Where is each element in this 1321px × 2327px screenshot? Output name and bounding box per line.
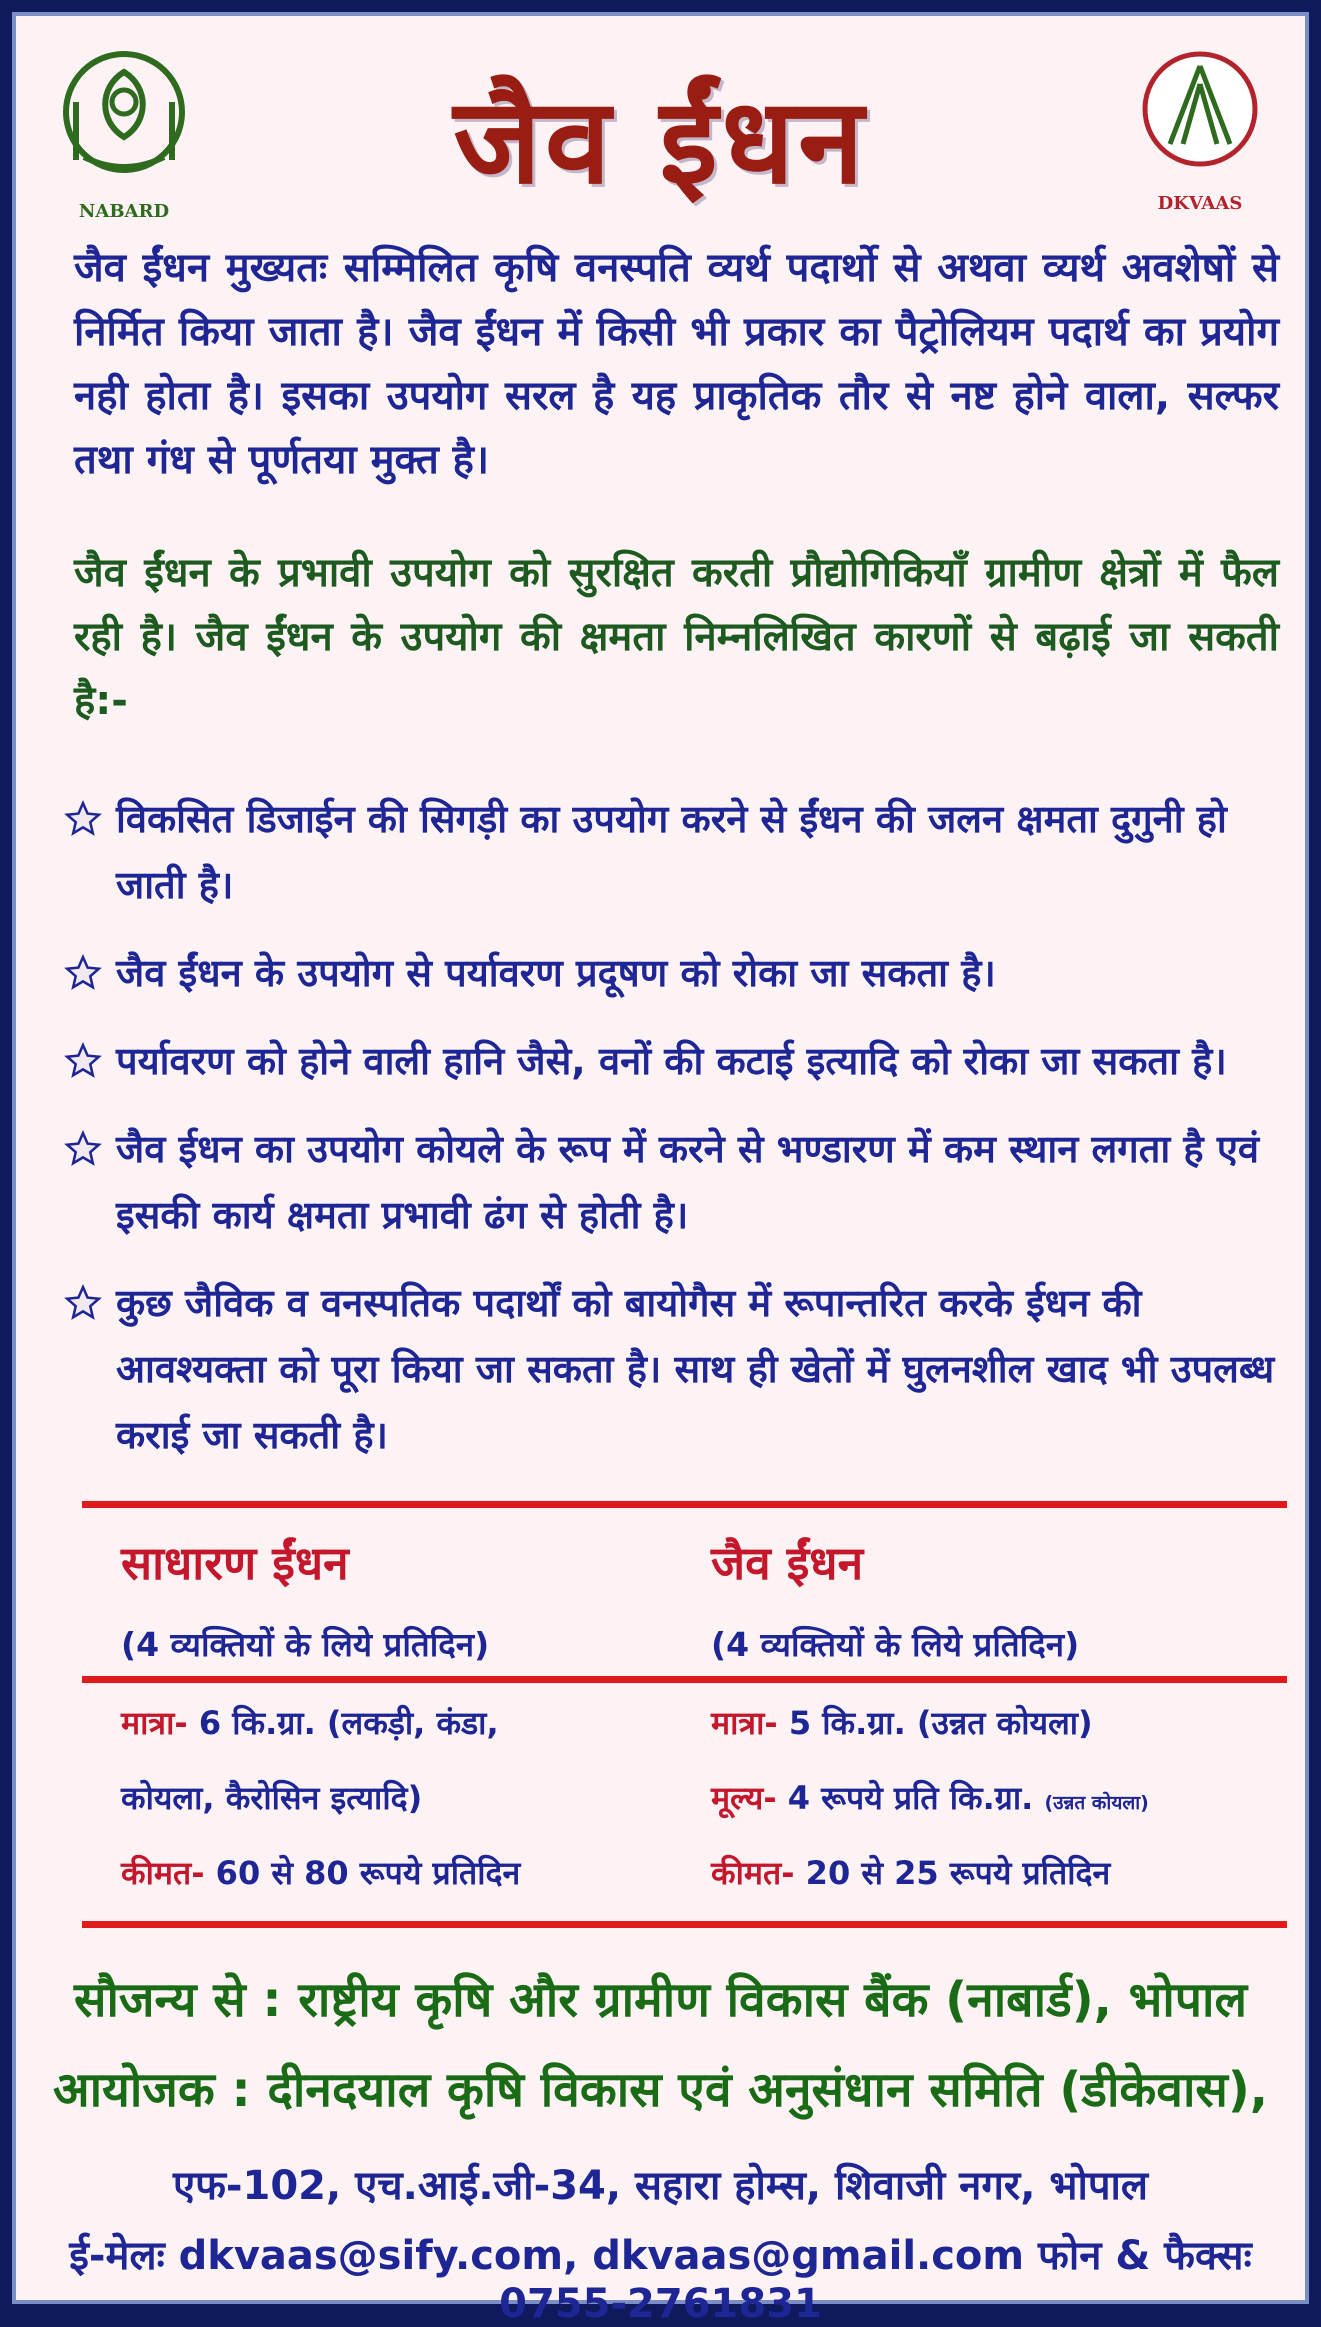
list-item-text: पर्यावरण को होने वाली हानि जैसे, वनों की कटाई इत्यादि को रोका जा सकता है।: [116, 1039, 1227, 1083]
regular-fuel-heading: साधारण ईंधन: [121, 1536, 349, 1590]
divider: [82, 1921, 1287, 1928]
list-item-text: जैव ईंधन के उपयोग से पर्यावरण प्रदूषण को रोका जा सकता है।: [116, 951, 996, 995]
poster-panel: [12, 12, 1309, 2327]
list-item-text: विकसित डिजाईन की सिगड़ी का उपयोग करने से ईंधन की जलन क्षमता दुगुनी हो जाती है।: [116, 797, 1227, 907]
benefits-list: [64, 786, 1279, 1490]
list-item: [64, 1028, 1279, 1094]
bio-fuel-heading: जैव ईंधन: [711, 1536, 864, 1590]
dkvaas-logo: [1135, 44, 1265, 214]
list-item: [64, 1116, 1279, 1248]
list-item: [64, 940, 1279, 1006]
dkvaas-emblem-icon: [1135, 44, 1265, 184]
divider: [82, 1676, 1287, 1683]
page-title: जैव ईंधन: [453, 71, 868, 210]
bio-fuel-rate: मूल्य- 4 रूपये प्रति कि.ग्रा. (उन्नत कोयला): [711, 1779, 1149, 1817]
courtesy-line: सौजन्य से : राष्ट्रीय कृषि और ग्रामीण विकास बैंक (नाबार्ड), भोपाल: [74, 1972, 1247, 2028]
star-icon: [64, 1284, 102, 1322]
regular-fuel-subheading: (4 व्यक्तियों के लिये प्रतिदिन): [121, 1625, 490, 1664]
bio-fuel-quantity: मात्रा- 5 कि.ग्रा. (उन्नत कोयला): [711, 1704, 1093, 1742]
dkvaas-caption: DKVAAS: [1157, 193, 1243, 214]
star-icon: [64, 1042, 102, 1080]
intro-paragraph-1: जैव ईंधन मुख्यतः सम्मिलित कृषि वनस्पति व्यर्थ पदार्थो से अथवा व्यर्थ अवशेषों से निर्मित किया जाता है। जैव ईंधन में किसी भी प्रकार का पैट्रोलियम पदार्थ का प्रयोग नही होता है। इसका उपयोग सरल है यह प्राकृतिक तौर से नष्ट होने वाला, सल्फर तथा गंध से पूर्णतया मुक्त है।: [74, 245, 1279, 483]
organizer-line: आयोजक : दीनदयाल कृषि विकास एवं अनुसंधान समिति (डीकेवास),: [52, 2062, 1269, 2118]
bio-fuel-price: कीमत- 20 से 25 रूपये प्रतिदिन: [711, 1854, 1111, 1892]
intro-paragraph-2: जैव ईंधन के प्रभावी उपयोग को सुरक्षित करती प्रौद्योगिकियाँ ग्रामीण क्षेत्रों में फैल रही है। जैव ईंधन के उपयोग की क्षमता निम्नलिखित कारणों से बढ़ाई जा सकती है:-: [74, 550, 1279, 724]
regular-fuel-price: कीमत- 60 से 80 रूपये प्रतिदिन: [121, 1854, 521, 1892]
star-icon: [64, 1130, 102, 1168]
list-item: [64, 786, 1279, 918]
list-item: [64, 1270, 1279, 1468]
address-line: एफ-102, एच.आई.जी-34, सहारा होम्स, शिवाजी नगर, भोपाल: [172, 2163, 1149, 2209]
bio-fuel-subheading: (4 व्यक्तियों के लिये प्रतिदिन): [711, 1625, 1080, 1664]
divider: [82, 1501, 1287, 1508]
contact-line: ई-मेलः dkvaas@sify.com, dkvaas@gmail.com फोन & फैक्सः 0755-2761831: [69, 2233, 1252, 2327]
list-item-text: कुछ जैविक व वनस्पतिक पदार्थों को बायोगैस में रूपान्तरित करके ईधन की आवश्यक्ता को पूरा किया जा सकता है। साथ ही खेतों में घुलनशील खाद भी उपलब्ध कराई जा सकती है।: [116, 1281, 1275, 1457]
regular-fuel-quantity-detail: कोयला, कैरोसिन इत्यादि): [121, 1779, 423, 1817]
star-icon: [64, 800, 102, 838]
regular-fuel-quantity: मात्रा- 6 कि.ग्रा. (लकड़ी, कंडा,: [121, 1704, 499, 1742]
nabard-caption: NABARD: [78, 201, 170, 222]
star-icon: [64, 954, 102, 992]
list-item-text: जैव ईधन का उपयोग कोयले के रूप में करने से भण्डारण में कम स्थान लगता है एवं इसकी कार्य क्षमता प्रभावी ढंग से होती है।: [116, 1127, 1259, 1237]
